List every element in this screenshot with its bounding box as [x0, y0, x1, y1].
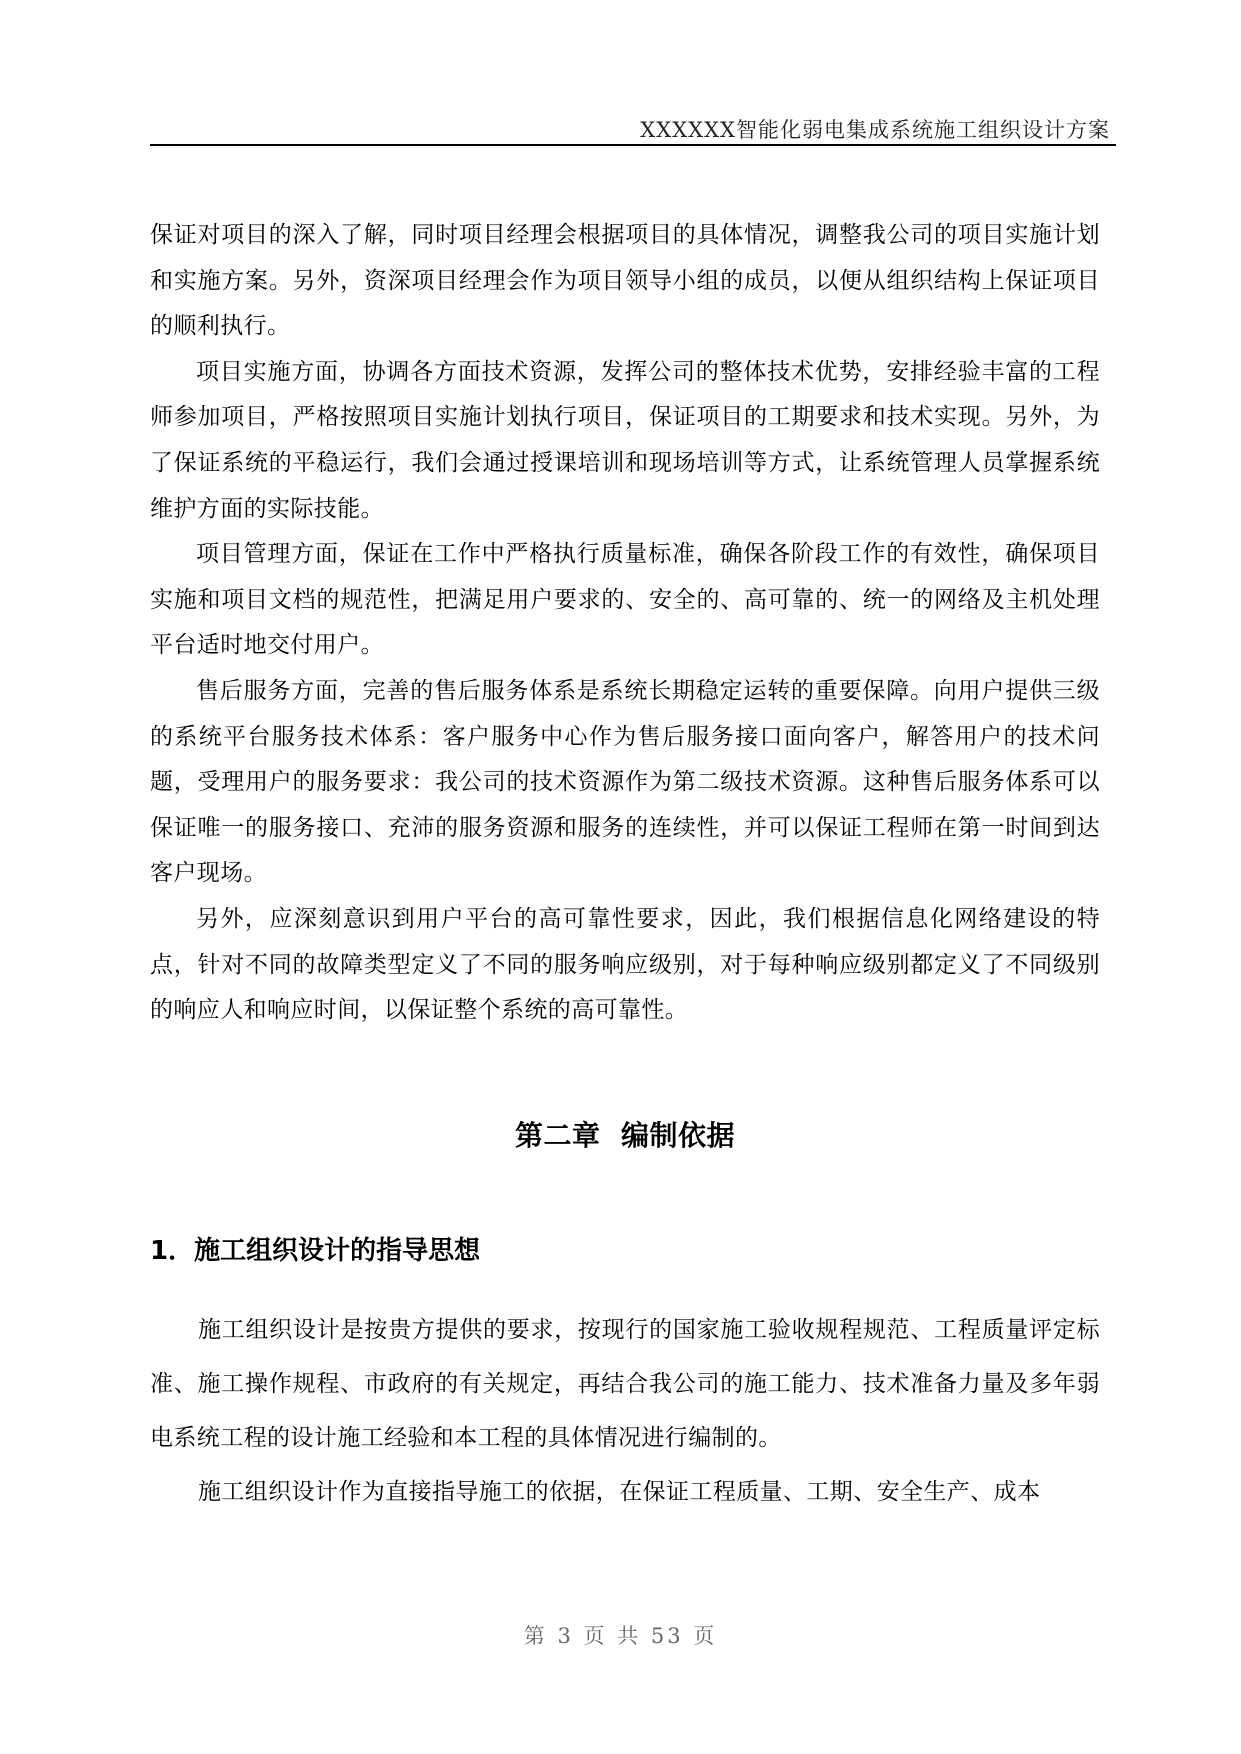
paragraph-continuation: 保证对项目的深入了解，同时项目经理会根据项目的具体情况，调整我公司的项目实施计划和实施方案。另外，资深项目经理会作为项目领导小组的成员，以便从组织结构上保证项目的顺利执行。 — [150, 222, 1100, 340]
paragraph-design-basis: 施工组织设计是按贵方提供的要求，按现行的国家施工验收规程规范、工程质量评定标准、施工操作规程、市政府的有关规定，再结合我公司的施工能力、技术准备力量及多年弱电系统工程的设计施工经验和本工程的具体情况进行编制的。 — [150, 1317, 1100, 1451]
paragraph-project-implementation: 项目实施方面，协调各方面技术资源，发挥公司的整体技术优势，安排经验丰富的工程师参加项目，严格按照项目实施计划执行项目，保证项目的工期要求和技术实现。另外，为了保证系统的平稳运行，我们会通过授课培训和现场培训等方式，让系统管理人员掌握系统维护方面的实际技能。 — [150, 358, 1100, 522]
paragraph-design-purpose: 施工组织设计作为直接指导施工的依据，在保证工程质量、工期、安全生产、成本 — [198, 1479, 1041, 1505]
section-title: 1．施工组织设计的指导思想 — [150, 1236, 481, 1266]
header-title: XXXXXX智能化弱电集成系统施工组织设计方案 — [640, 118, 1110, 142]
chapter-title: 第二章 编制依据 — [515, 1119, 735, 1152]
paragraph-after-sales-service: 售后服务方面，完善的售后服务体系是系统长期稳定运转的重要保障。向用户提供三级的系统平台服务技术体系：客户服务中心作为售后服务接口面向客户，解答用户的技术问题，受理用户的服务要求：我公司的技术资源作为第二级技术资源。这种售后服务体系可以保证唯一的服务接口、充沛的服务资源和服务的连续性，并可以保证工程师在第一时间到达客户现场。 — [150, 677, 1100, 887]
body-text — [150, 213, 1100, 1034]
paragraph-project-management: 项目管理方面，保证在工作中严格执行质量标准，确保各阶段工作的有效性，确保项目实施和项目文档的规范性，把满足用户要求的、安全的、高可靠的、统一的网络及主机处理平台适时地交付用户。 — [150, 541, 1100, 659]
page-header — [150, 112, 1116, 146]
paragraph-reliability: 另外，应深刻意识到用户平台的高可靠性要求，因此，我们根据信息化网络建设的特点，针对不同的故障类型定义了不同的服务响应级别，对于每种响应级别都定义了不同级别的响应人和响应时间，以保证整个系统的高可靠性。 — [150, 905, 1100, 1024]
section-body — [150, 1303, 1100, 1519]
page-number: 第 3 页 共 53 页 — [523, 1624, 718, 1648]
